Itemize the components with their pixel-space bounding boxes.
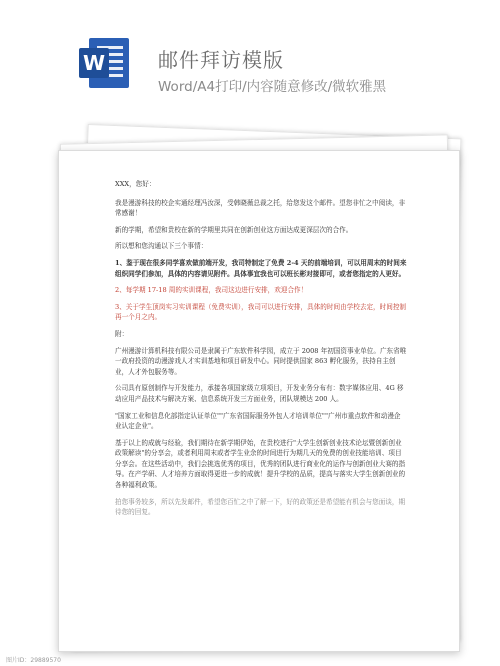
page-subtitle: Word/A4打印/内容随意修改/微软雅黑 [158, 79, 387, 95]
svg-text:W: W [82, 51, 106, 75]
appendix-label: 附： [115, 329, 129, 338]
document-body [115, 175, 407, 524]
document-page [58, 150, 460, 652]
greeting: XXX，您好： [115, 180, 156, 188]
watermark-text: 图片ID：29889570 [6, 657, 61, 664]
intro-paragraph: 我是漫游科技的校企实通经理冯汝深，受韩晓薇总裁之托，给您发这个邮件。望您非忙之中阅读，非常感谢！ [115, 198, 406, 218]
page-title: 邮件拜访模版 [158, 48, 284, 72]
list-item-1: 1、鉴于现在很多同学喜欢做前端开发，我司特制定了免费 2-4 天的前端培训，可以用周末的时间来组织同学们参加，具体的内容请见附件。具体事宜我也可以班长彬对接即可，或者您指定的人更好。 [115, 258, 407, 278]
list-item-2: 2、每学期 17-18 周的实训课程，我司这边进行安排，欢迎合作！ [115, 286, 308, 295]
list-item-3: 3、关于学生顶岗实习实训课程（免费实训），我司可以进行安排，具体的时间由学校去定，时间控制再一个月之内。 [115, 302, 407, 322]
company-paragraph-1: 广州漫游计算机科技有限公司是隶属于广东软件科学园，成立于 2008 年初国资事业单位。广东省唯一政府投资的动漫游戏人才实训基地和项目研发中心。同时提供国家 863 孵化服务，扶持自主创业，人才外包服务等。 [115, 346, 407, 376]
closing-paragraph: 基于以上的成就与经验，我们期待在新学期伊始，在贵校进行"大学生创新创业技术论坛暨创新创业政策解读"的分享会，或者利用周末或者学生业余的时间进行为期几天的免费的创业技能培训、项目分享会。在这些活动中，我们会挑选优秀的项目，优秀的团队进行商业化的运作与创新创业大赛的指导。在产学研、人才培养方面取得更进一步的成就！提升学校的品质，提高与落实大学生创新创业的各种福利政策。 [115, 438, 406, 490]
word-icon [75, 34, 133, 92]
company-paragraph-2: 公司具有原创制作与开发能力，承接各项国家级立项项目，开发业务分布有：数字媒体应用、4G 移动应用产品技术与解决方案、信息系统开发三方面业务，团队规模达 200 人。 [115, 384, 404, 403]
purpose-paragraph: 新的学期，希望和贵校在新的学期里共同在创新创业这方面达成更深层次的合作。 [115, 225, 353, 234]
honors-paragraph: "国家工业和信息化部指定认证单位""广东省国际服务外包人才培训单位""广州市重点软件和动漫企业认定企业"。 [115, 411, 401, 431]
header [0, 0, 500, 115]
list-title: 所以想和您沟通以下三个事情： [115, 242, 208, 251]
signoff-paragraph: 拍您事务较多，所以先发邮件，希望您百忙之中了解一下，好的政策还是希望能有机会与您面谈，期待您的回复。 [115, 497, 406, 517]
